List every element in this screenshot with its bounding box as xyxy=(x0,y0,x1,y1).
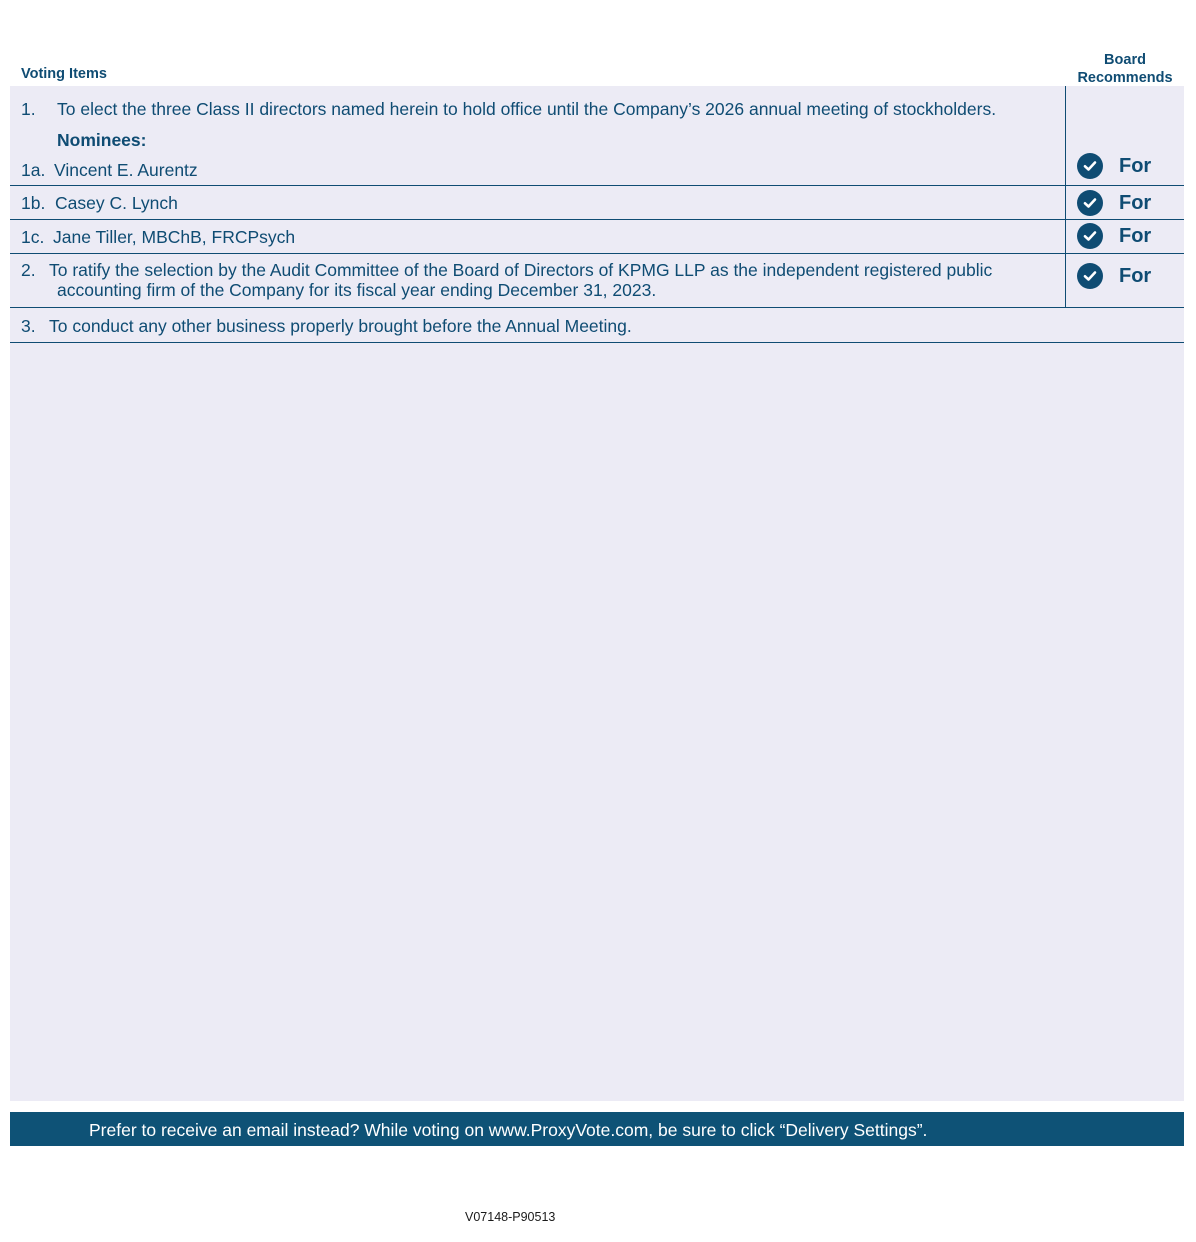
delivery-settings-banner xyxy=(10,1112,1184,1146)
recommendation-label: For xyxy=(1119,191,1152,214)
row-separator xyxy=(10,253,1184,254)
document-code: V07148-P90513 xyxy=(465,1210,556,1224)
item2-number: 2. xyxy=(21,260,36,280)
nominee-1c-name: Jane Tiller, MBChB, FRCPsych xyxy=(53,227,296,247)
voting-items-header: Voting Items xyxy=(21,66,107,82)
item3-number: 3. xyxy=(21,316,36,336)
nominee-1a-name: Vincent E. Aurentz xyxy=(54,160,198,180)
item2-recommendation xyxy=(1077,263,1151,289)
check-circle-icon xyxy=(1077,223,1103,249)
nominees-label: Nominees: xyxy=(57,130,147,150)
row-separator xyxy=(10,307,1184,308)
row-separator xyxy=(10,185,1184,186)
item2-text-line1: To ratify the selection by the Audit Committee of the Board of Directors of KPMG LLP as the independent registered public xyxy=(49,260,993,280)
recommendation-label: For xyxy=(1119,264,1152,287)
item2-text-line2: accounting firm of the Company for its fiscal year ending December 31, 2023. xyxy=(57,280,657,300)
delivery-settings-text: Prefer to receive an email instead? While voting on www.ProxyVote.com, be sure to click “Delivery Settings”. xyxy=(89,1120,928,1140)
check-circle-icon xyxy=(1077,153,1103,179)
item1-text: To elect the three Class II directors named herein to hold office until the Company’s 2026 annual meeting of stockholders. xyxy=(57,99,997,119)
nominee-1a-number: 1a. xyxy=(21,160,46,180)
row-separator xyxy=(10,342,1184,343)
recommendation-label: For xyxy=(1119,224,1152,247)
recommendation-label: For xyxy=(1119,154,1152,177)
voting-items-panel xyxy=(10,86,1184,1101)
check-circle-icon xyxy=(1077,190,1103,216)
nominee-1c-recommendation xyxy=(1077,223,1151,249)
board-recommends-line1: Board xyxy=(1104,52,1146,68)
nominee-1b-number: 1b. xyxy=(21,193,46,213)
row-separator xyxy=(10,219,1184,220)
board-recommends-line2: Recommends xyxy=(1077,70,1173,86)
column-divider xyxy=(1065,86,1066,307)
item1-number: 1. xyxy=(21,99,36,119)
item3-text: To conduct any other business properly brought before the Annual Meeting. xyxy=(49,316,632,336)
nominee-1b-name: Casey C. Lynch xyxy=(55,193,178,213)
nominee-1b-recommendation xyxy=(1077,190,1151,216)
nominee-1c-number: 1c. xyxy=(21,227,45,247)
check-circle-icon xyxy=(1077,263,1103,289)
nominee-1a-recommendation xyxy=(1077,153,1151,179)
board-recommends-header xyxy=(1066,51,1184,87)
